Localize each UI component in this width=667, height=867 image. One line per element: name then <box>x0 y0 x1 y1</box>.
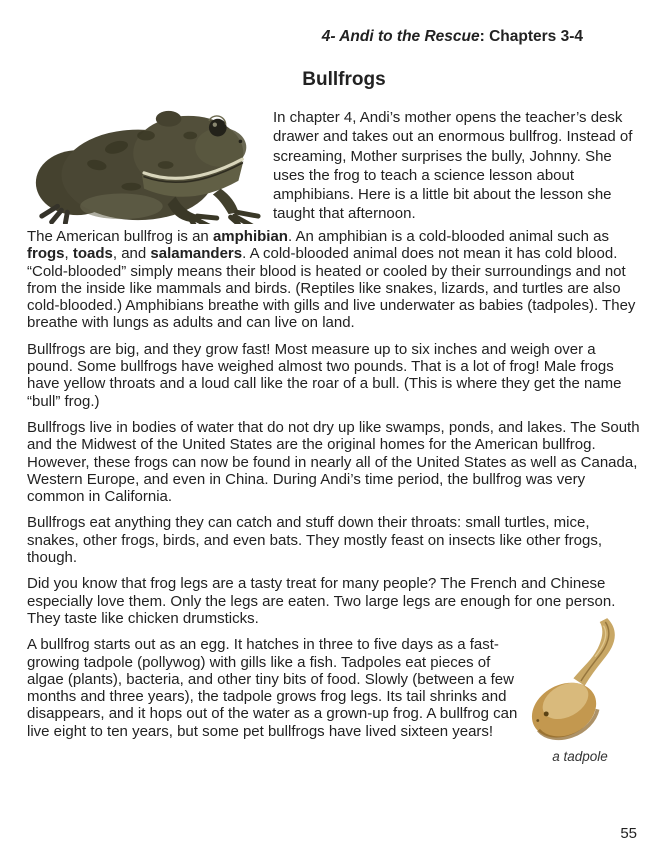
tadpole-image-icon <box>519 616 641 748</box>
bold-term-amphibian: amphibian <box>212 228 288 245</box>
header-series-title: 4- Andi to the Rescue <box>321 28 480 45</box>
intro-paragraph: In chapter 4, Andi’s mother opens the teacher’s desk drawer and takes out an enormous bullfrog. Instead of screaming, Mother surprises the bully, Johnny. She uses the frog to teach a science lesson about amphibians. Here is a little bit about the lesson she taught that afternoon. <box>273 109 633 223</box>
bold-term-frogs: frogs <box>27 245 65 263</box>
bullfrog-image-icon <box>27 106 265 224</box>
page-header <box>27 28 583 46</box>
page-number: 55 <box>620 825 637 842</box>
tadpole-caption: a tadpole <box>552 749 608 765</box>
header-chapters: : Chapters 3-4 <box>479 28 583 45</box>
text-run: . An amphibian is a cold-blooded animal such as <box>287 228 609 245</box>
paragraph-diet: Bullfrogs eat anything they can catch and stuff down their throats: small turtles, mice, snakes, other frogs, birds, and even bats. They mostly feast on insects like other frogs, though. <box>27 514 603 567</box>
paragraph-size: Bullfrogs are big, and they grow fast! Most measure up to six inches and weigh over a pound. Some bullfrogs have weighed almost two pounds. That is a lot of frog! Male frogs have yellow throats and a loud call like the roar of a bull. (This is where they get the name “bull” frog.) <box>27 340 622 410</box>
tadpole-figure <box>519 616 641 764</box>
text-run: . A cold-blooded animal does not mean it has cold blood. “Cold-blooded” simply means their blood is heated or cooled by their surroundings and not from the inside like mammals and birds. (Reptiles like snakes, lizards, and turtles are also cold-blooded.) Amphibians breathe with gills and live underwater as babies (tadpoles). They breathe with lungs as adults and can live on land. <box>27 245 636 332</box>
paragraph-amphibian <box>27 228 641 332</box>
lifecycle-section <box>27 636 641 764</box>
page-title: Bullfrogs <box>302 69 386 90</box>
paragraph-lifecycle: A bullfrog starts out as an egg. It hatches in three to five days as a fast-growing tadpole (pollywog) with gills like a fish. Tadpoles eat pieces of algae (plants), bacteria, and other tiny bits of food. Slowly (between a few months and three years), the tadpole grows frog legs. Its tail shrinks and disappears, and it hops out of the water as a grown-up frog. A bullfrog can live eight to ten years, but some pet bullfrogs have lived sixteen years! <box>27 636 518 740</box>
paragraph-habitat: Bullfrogs live in bodies of water that do not dry up like swamps, ponds, and lakes. The South and the Midwest of the United States are the original homes for the American bullfrog. However, these frogs can now be found in nearly all of the United States as well as Canada, Western Europe, and even in China. During Andi’s time period, the bullfrog was very common in California. <box>27 418 640 506</box>
bullfrog-photo <box>27 106 265 224</box>
bold-term-toads: toads <box>72 245 113 263</box>
paragraph-frog-legs: Did you know that frog legs are a tasty treat for many people? The French and Chinese especially love them. Only the legs are eaten. Two large legs are enough for one person. They taste like chicken drumsticks. <box>27 575 616 627</box>
text-run: , <box>64 245 73 263</box>
bold-term-salamanders: salamanders <box>150 245 243 263</box>
text-run: , and <box>112 245 151 263</box>
intro-section <box>27 106 641 224</box>
text-run: The American bullfrog is an <box>27 228 213 245</box>
